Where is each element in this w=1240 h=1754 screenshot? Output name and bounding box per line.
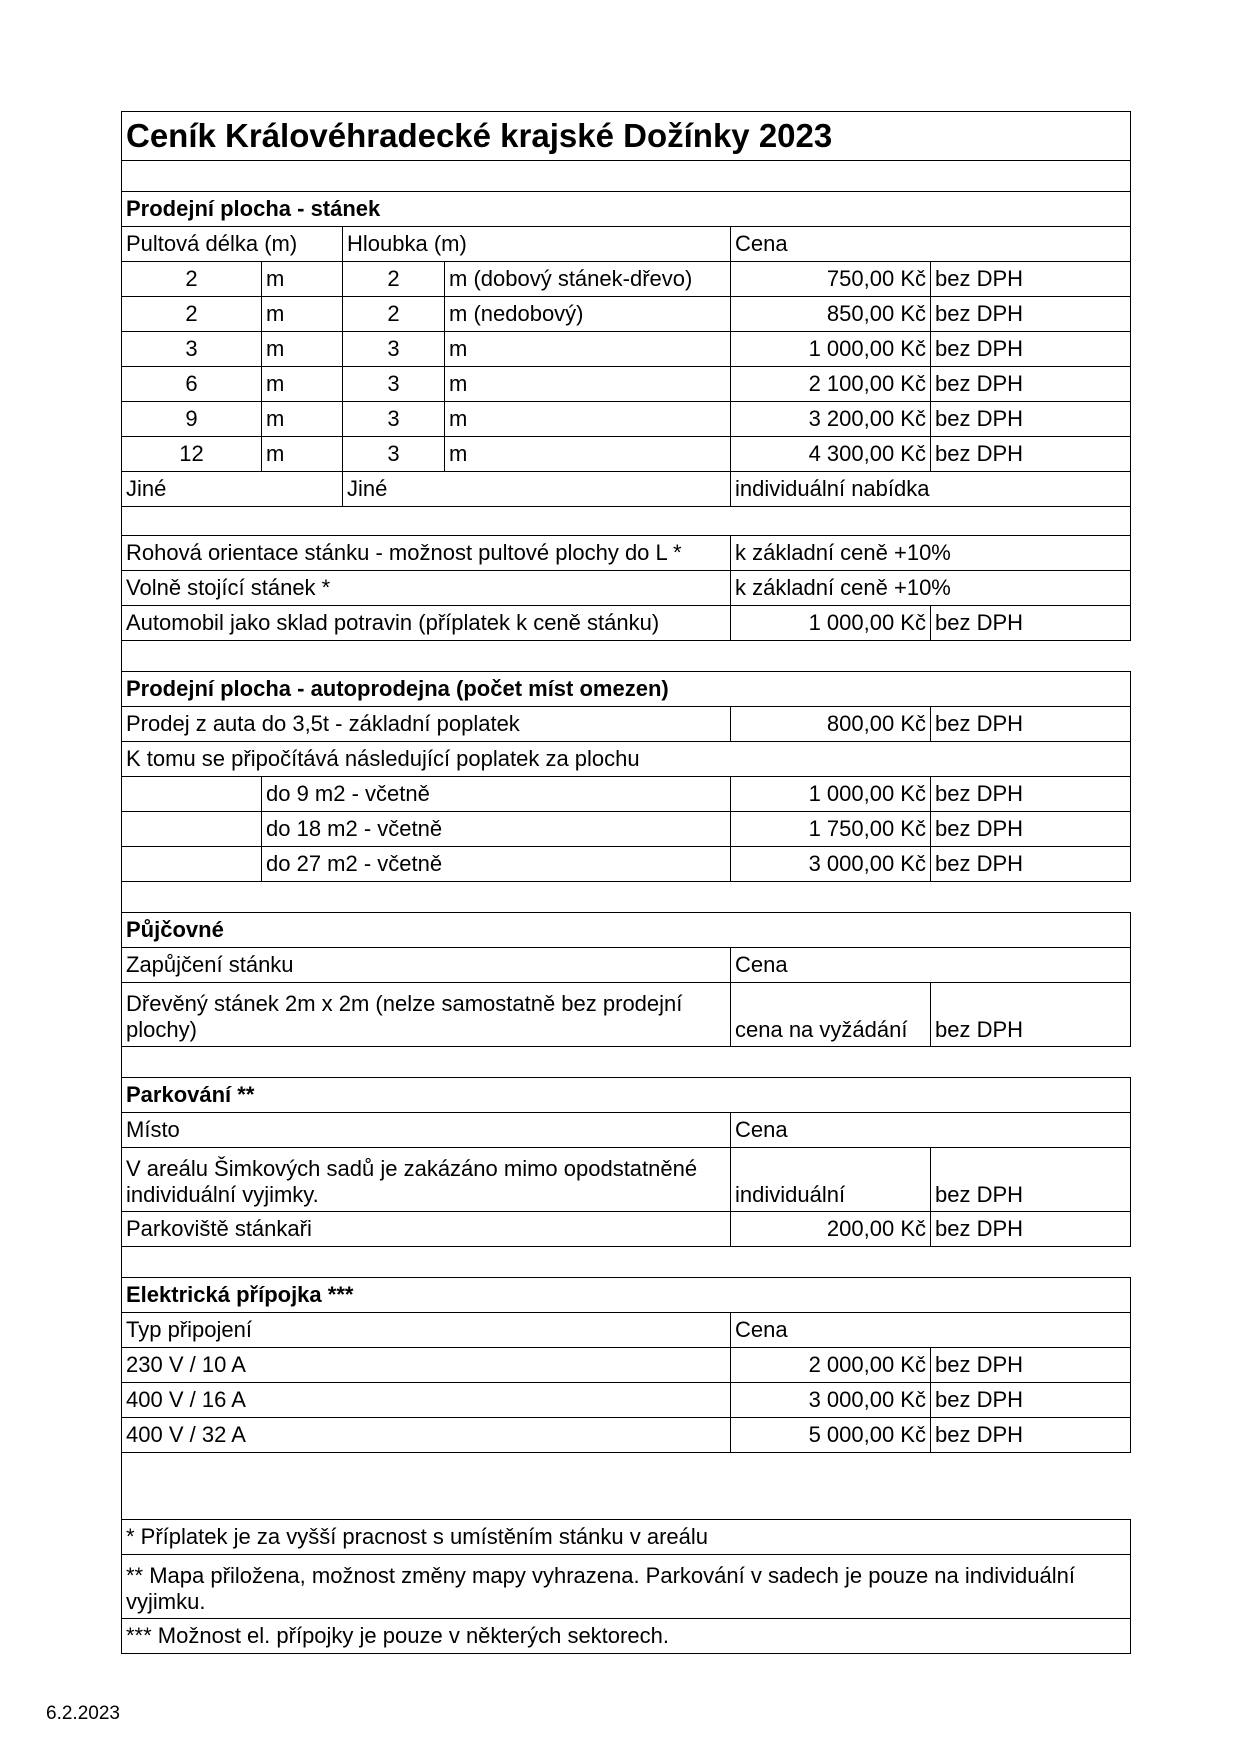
spacer-row — [122, 507, 1131, 536]
electric-type-header: Typ připojení — [122, 1313, 731, 1348]
stall-length-unit: m — [262, 332, 343, 367]
auto-base-row — [122, 707, 1131, 742]
stall-depth-unit: m — [445, 437, 731, 472]
stall-price: 850,00 Kč — [731, 297, 931, 332]
auto-note: K tomu se připočítává následující poplatek za plochu — [122, 742, 1131, 777]
auto-area-vat: bez DPH — [931, 777, 1131, 812]
rental-row — [122, 983, 1131, 1047]
rental-price-header: Cena — [731, 948, 1131, 983]
spacer-row — [122, 1247, 1131, 1278]
stall-length-unit: m — [262, 437, 343, 472]
stall-row — [122, 402, 1131, 437]
title-row — [122, 112, 1131, 161]
auto-area-price: 1 000,00 Kč — [731, 777, 931, 812]
stall-length: 6 — [122, 367, 262, 402]
stall-depth: 3 — [343, 402, 445, 437]
parking-area-vat: bez DPH — [931, 1148, 1131, 1212]
rental-heading-row — [122, 913, 1131, 948]
electric-vat: bez DPH — [931, 1383, 1131, 1418]
electric-vat: bez DPH — [931, 1348, 1131, 1383]
parking-price-header: Cena — [731, 1113, 1131, 1148]
rental-vat: bez DPH — [931, 983, 1131, 1047]
electric-type: 400 V / 32 A — [122, 1418, 731, 1453]
footnote-3: *** Možnost el. přípojky je pouze v některých sektorech. — [122, 1619, 1131, 1654]
auto-area-row — [122, 847, 1131, 882]
auto-base-price: 800,00 Kč — [731, 707, 931, 742]
spacer-row — [122, 882, 1131, 913]
electric-column-header-row — [122, 1313, 1131, 1348]
electric-price: 2 000,00 Kč — [731, 1348, 931, 1383]
rental-item-header: Zapůjčení stánku — [122, 948, 731, 983]
corner-row — [122, 536, 1131, 571]
stall-row — [122, 332, 1131, 367]
stall-row — [122, 297, 1131, 332]
auto-area-vat: bez DPH — [931, 847, 1131, 882]
car-storage-row — [122, 606, 1131, 641]
col-depth-header: Hloubka (m) — [343, 227, 731, 262]
electric-price: 5 000,00 Kč — [731, 1418, 931, 1453]
stall-depth: 3 — [343, 437, 445, 472]
spacer-row — [122, 1453, 1131, 1520]
free-standing-row — [122, 571, 1131, 606]
auto-area-blank — [122, 847, 262, 882]
stall-row — [122, 437, 1131, 472]
note-row — [122, 1619, 1131, 1654]
parking-area-row — [122, 1148, 1131, 1212]
stall-length: 12 — [122, 437, 262, 472]
parking-heading: Parkování ** — [122, 1078, 1131, 1113]
stall-depth: 3 — [343, 367, 445, 402]
auto-area-blank — [122, 777, 262, 812]
stall-vat: bez DPH — [931, 262, 1131, 297]
auto-base-label: Prodej z auta do 3,5t - základní poplatek — [122, 707, 731, 742]
stall-length-unit: m — [262, 297, 343, 332]
stall-price: 4 300,00 Kč — [731, 437, 931, 472]
stall-length-unit: m — [262, 367, 343, 402]
stall-length-unit: m — [262, 262, 343, 297]
rental-item: Dřevěný stánek 2m x 2m (nelze samostatně bez prodejní plochy) — [122, 983, 731, 1047]
price-list-table — [121, 111, 1131, 1654]
electric-heading-row — [122, 1278, 1131, 1313]
auto-heading: Prodejní plocha - autoprodejna (počet míst omezen) — [122, 672, 1131, 707]
footnote-2: ** Mapa přiložena, možnost změny mapy vyhrazena. Parkování v sadech je pouze na individuální vyjimku. — [122, 1555, 1131, 1619]
parking-lot-row — [122, 1212, 1131, 1247]
stall-other-row — [122, 472, 1131, 507]
spacer-row — [122, 641, 1131, 672]
stall-depth: 2 — [343, 262, 445, 297]
auto-area-label: do 18 m2 - včetně — [262, 812, 731, 847]
stall-depth-unit: m (nedobový) — [445, 297, 731, 332]
stall-depth-unit: m — [445, 332, 731, 367]
corner-price: k základní ceně +10% — [731, 536, 1131, 571]
free-standing-label: Volně stojící stánek * — [122, 571, 731, 606]
stall-vat: bez DPH — [931, 367, 1131, 402]
auto-area-blank — [122, 812, 262, 847]
stall-vat: bez DPH — [931, 332, 1131, 367]
auto-area-label: do 9 m2 - včetně — [262, 777, 731, 812]
electric-type: 400 V / 16 A — [122, 1383, 731, 1418]
auto-area-vat: bez DPH — [931, 812, 1131, 847]
stall-other-length: Jiné — [122, 472, 343, 507]
auto-area-row — [122, 812, 1131, 847]
stall-heading: Prodejní plocha - stánek — [122, 192, 1131, 227]
auto-area-row — [122, 777, 1131, 812]
rental-price: cena na vyžádání — [731, 983, 931, 1047]
auto-base-vat: bez DPH — [931, 707, 1131, 742]
col-price-header: Cena — [731, 227, 1131, 262]
stall-length-unit: m — [262, 402, 343, 437]
stall-depth: 2 — [343, 297, 445, 332]
auto-heading-row — [122, 672, 1131, 707]
auto-area-price: 1 750,00 Kč — [731, 812, 931, 847]
rental-column-header-row — [122, 948, 1131, 983]
page-title: Ceník Královéhradecké krajské Dožínky 2023 — [122, 112, 1131, 161]
stall-heading-row — [122, 192, 1131, 227]
stall-price: 3 200,00 Kč — [731, 402, 931, 437]
corner-label: Rohová orientace stánku - možnost pultové plochy do L * — [122, 536, 731, 571]
electric-row — [122, 1418, 1131, 1453]
electric-price-header: Cena — [731, 1313, 1131, 1348]
stall-row — [122, 367, 1131, 402]
free-standing-price: k základní ceně +10% — [731, 571, 1131, 606]
electric-type: 230 V / 10 A — [122, 1348, 731, 1383]
parking-column-header-row — [122, 1113, 1131, 1148]
electric-row — [122, 1383, 1131, 1418]
stall-price: 750,00 Kč — [731, 262, 931, 297]
electric-vat: bez DPH — [931, 1418, 1131, 1453]
stall-price: 1 000,00 Kč — [731, 332, 931, 367]
stall-column-header-row — [122, 227, 1131, 262]
stall-depth: 3 — [343, 332, 445, 367]
parking-lot-label: Parkoviště stánkaři — [122, 1212, 731, 1247]
stall-price: 2 100,00 Kč — [731, 367, 931, 402]
spacer-row — [122, 161, 1131, 192]
stall-vat: bez DPH — [931, 297, 1131, 332]
parking-lot-price: 200,00 Kč — [731, 1212, 931, 1247]
electric-row — [122, 1348, 1131, 1383]
stall-other-price: individuální nabídka — [731, 472, 1131, 507]
auto-area-label: do 27 m2 - včetně — [262, 847, 731, 882]
document-date: 6.2.2023 — [46, 1703, 120, 1724]
footnote-1: * Příplatek je za vyšší pracnost s umístěním stánku v areálu — [122, 1520, 1131, 1555]
car-storage-price: 1 000,00 Kč — [731, 606, 931, 641]
stall-other-depth: Jiné — [343, 472, 731, 507]
electric-heading: Elektrická přípojka *** — [122, 1278, 1131, 1313]
col-length-header: Pultová délka (m) — [122, 227, 343, 262]
stall-row — [122, 262, 1131, 297]
rental-heading: Půjčovné — [122, 913, 1131, 948]
car-storage-label: Automobil jako sklad potravin (příplatek k ceně stánku) — [122, 606, 731, 641]
stall-vat: bez DPH — [931, 402, 1131, 437]
price-list-sheet — [121, 111, 1130, 1654]
stall-length: 2 — [122, 297, 262, 332]
stall-depth-unit: m (dobový stánek-dřevo) — [445, 262, 731, 297]
parking-heading-row — [122, 1078, 1131, 1113]
stall-depth-unit: m — [445, 402, 731, 437]
stall-vat: bez DPH — [931, 437, 1131, 472]
auto-area-price: 3 000,00 Kč — [731, 847, 931, 882]
electric-price: 3 000,00 Kč — [731, 1383, 931, 1418]
car-storage-vat: bez DPH — [931, 606, 1131, 641]
stall-length: 3 — [122, 332, 262, 367]
stall-length: 9 — [122, 402, 262, 437]
stall-depth-unit: m — [445, 367, 731, 402]
parking-lot-vat: bez DPH — [931, 1212, 1131, 1247]
parking-area-price: individuální — [731, 1148, 931, 1212]
stall-length: 2 — [122, 262, 262, 297]
note-row — [122, 1555, 1131, 1619]
parking-place-header: Místo — [122, 1113, 731, 1148]
spacer-row — [122, 1047, 1131, 1078]
note-row — [122, 1520, 1131, 1555]
parking-area-label: V areálu Šimkových sadů je zakázáno mimo opodstatněné individuální vyjimky. — [122, 1148, 731, 1212]
auto-note-row — [122, 742, 1131, 777]
